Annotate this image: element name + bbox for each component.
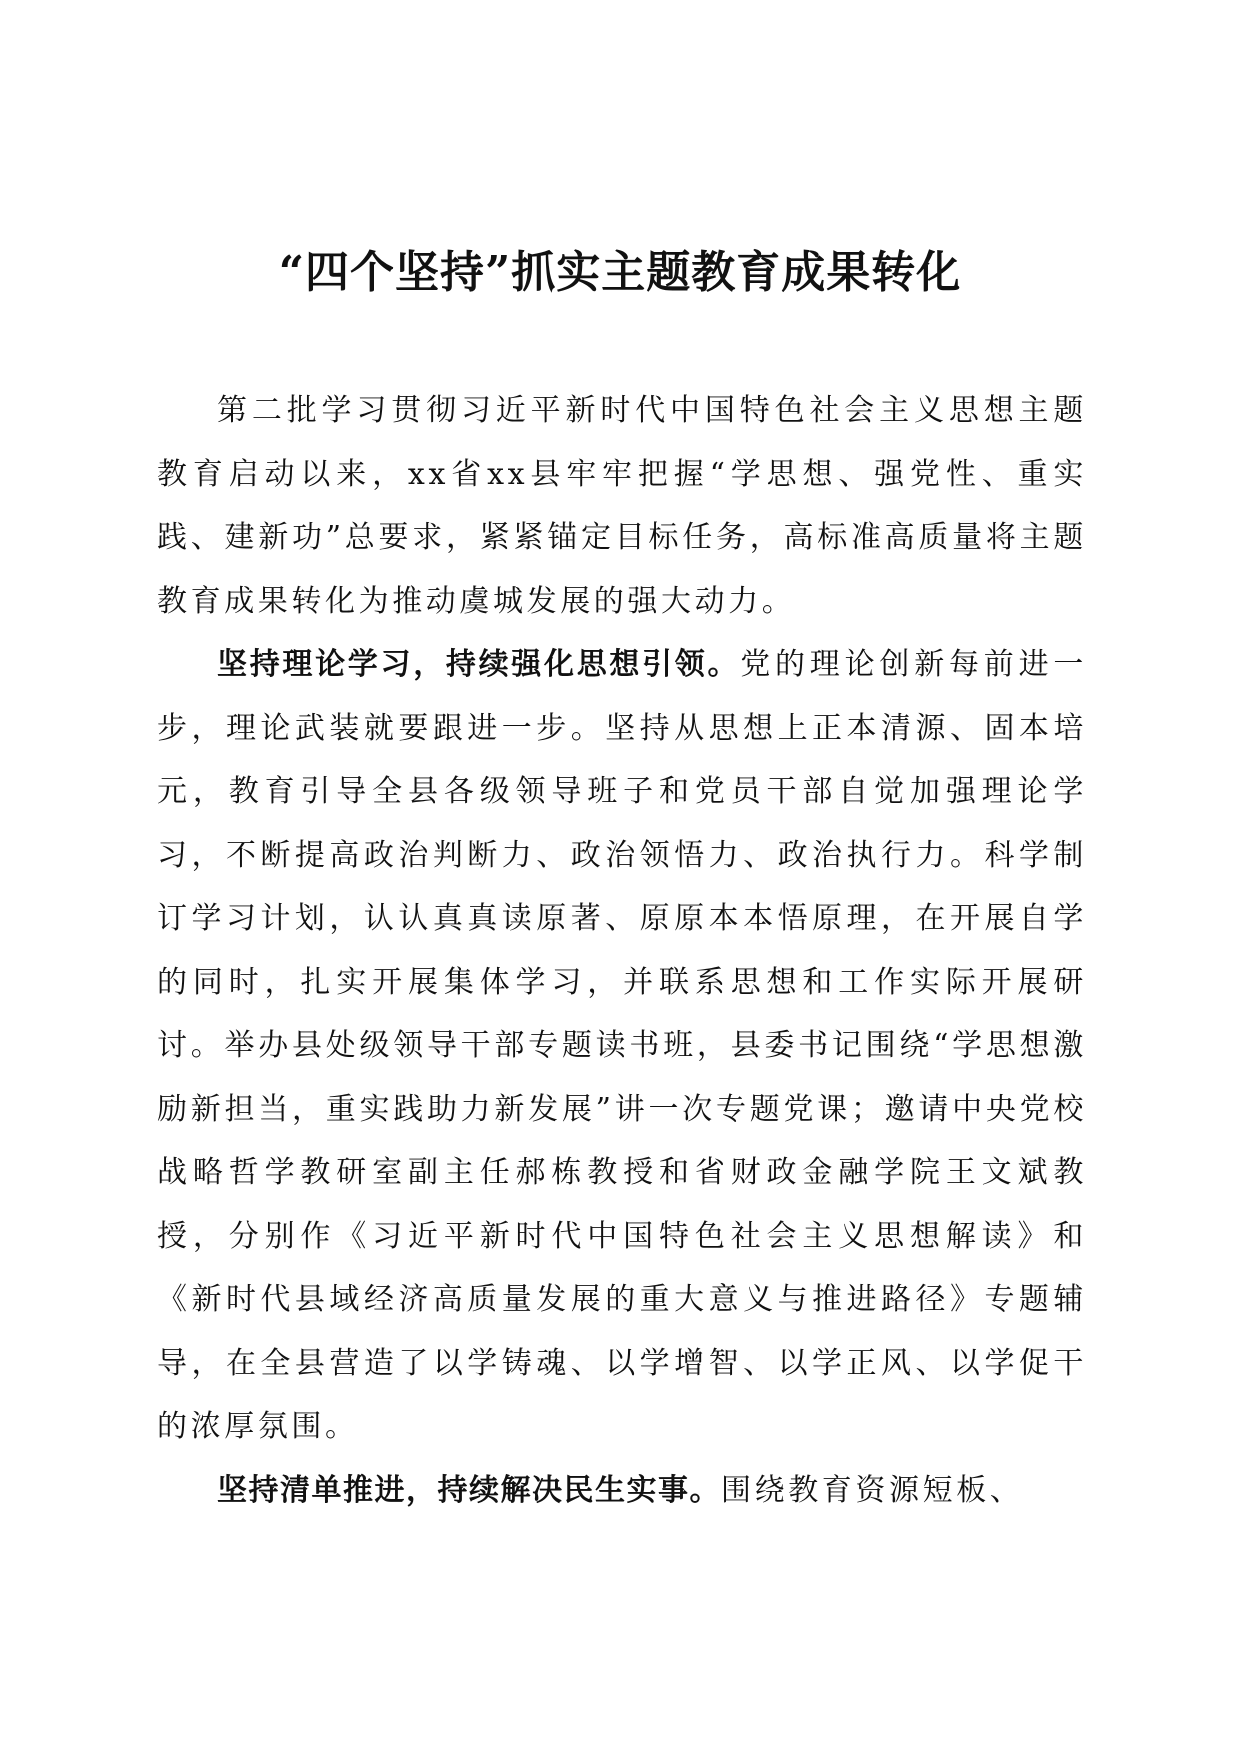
paragraph-lead: 坚持理论学习，持续强化思想引领。	[217, 647, 741, 682]
paragraph-intro	[157, 379, 1087, 633]
paragraph-theory-study	[157, 633, 1087, 1459]
document-title: “四个坚持”抓实主题教育成果转化	[278, 247, 962, 298]
paragraph-lead: 坚持清单推进，持续解决民生实事。	[217, 1472, 721, 1508]
paragraph-text: 围绕教育资源短板、	[721, 1472, 1024, 1508]
paragraph-text: 第二批学习贯彻习近平新时代中国特色社会主义思想主题教育启动以来，xx省xx县牢牢把握“学思想、强党性、重实践、建新功”总要求，紧紧锚定目标任务，高标准高质量将主题教育成果转化为推动虞城发展的强大动力。	[157, 393, 1087, 619]
document-body	[157, 379, 1087, 1522]
paragraph-text: 党的理论创新每前进一步，理论武装就要跟进一步。坚持从思想上正本清源、固本培元，教育引导全县各级领导班子和党员干部自觉加强理论学习，不断提高政治判断力、政治领悟力、政治执行力。科学制订学习计划，认认真真读原著、原原本本悟原理，在开展自学的同时，扎实开展集体学习，并联系思想和工作实际开展研讨。举办县处级领导干部专题读书班，县委书记围绕“学思想激励新担当，重实践助力新发展”讲一次专题党课；邀请中央党校战略哲学教研室副主任郝栋教授和省财政金融学院王文斌教授，分别作《习近平新时代中国特色社会主义思想解读》和《新时代县域经济高质量发展的重大意义与推进路径》专题辅导，在全县营造了以学铸魂、以学增智、以学正风、以学促干的浓厚氛围。	[157, 647, 1088, 1444]
paragraph-checklist	[157, 1459, 1087, 1523]
